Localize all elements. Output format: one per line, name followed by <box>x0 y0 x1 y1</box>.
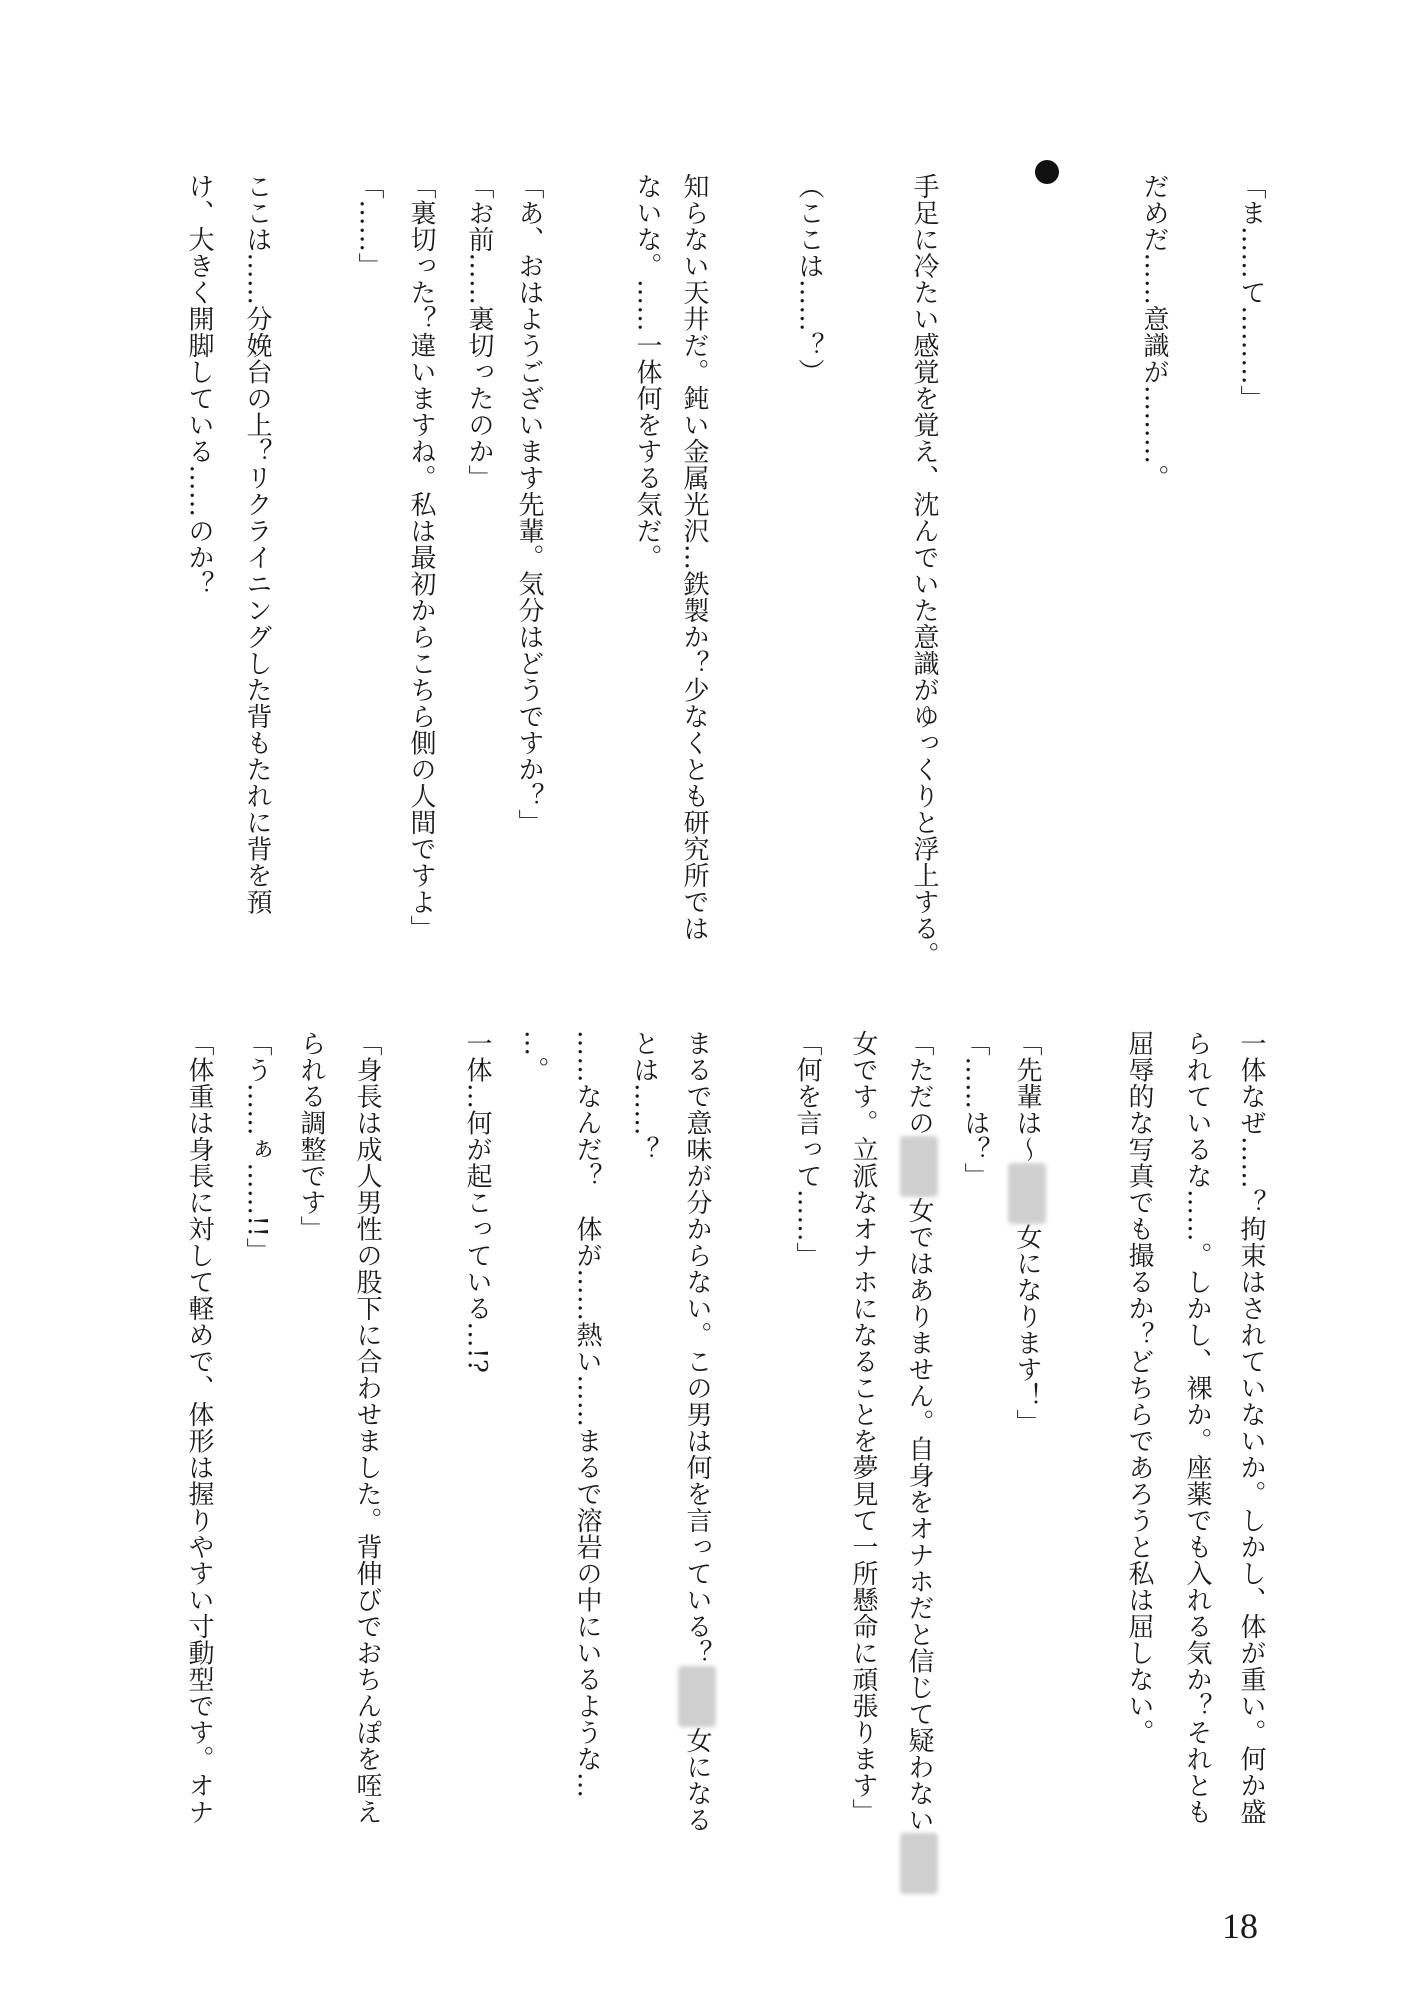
text-line: 一体…何が起こっている…!? <box>462 1030 492 1374</box>
text-line: け、大きく開脚している……のか？ <box>184 173 214 597</box>
censored-word <box>678 1666 716 1727</box>
text-line: られる調整です」 <box>296 1030 326 1242</box>
text-line: 「裏切った？違いますね。私は最初からこちら側の人間ですよ」 <box>406 173 436 942</box>
text-line: 「何を言って……」 <box>792 1030 822 1269</box>
text-line: 「……」 <box>354 173 384 279</box>
text-line: とは……？ <box>629 1030 659 1163</box>
dialogue-fragment: 女ではありません。自身をオナホだと信じて疑わない <box>904 1197 934 1833</box>
page-number: 18 <box>1222 1906 1258 1946</box>
text-line <box>678 1030 716 1880</box>
text-line: 「う……ぁ……!!」 <box>242 1030 272 1264</box>
text-line: 「体重は身長に対して軽めで、体形は握りやすい寸動型です。オナ <box>184 1030 214 1825</box>
text-line: 女です。立派なオナホになることを夢見て一所懸命に頑張ります」 <box>848 1030 878 1825</box>
dialogue-fragment: 「先輩は～ <box>1012 1030 1042 1163</box>
text-line: 「ま……て………」 <box>1236 173 1266 412</box>
narration-fragment: まるで意味が分からない。この男は何を言っている？ <box>682 1030 712 1666</box>
text-line: 一体なぜ……？拘束はされていないか。しかし、体が重い。何か盛 <box>1236 1030 1266 1825</box>
narration-fragment: 女になる <box>682 1727 712 1833</box>
text-line: 「身長は成人男性の股下に合わせました。背伸びでおちんぽを咥え <box>352 1030 382 1825</box>
text-line: ……なんだ？ 体が……熱い……まるで溶岩の中にいるような… <box>572 1030 602 1799</box>
text-line: 「お前……裏切ったのか」 <box>464 173 494 491</box>
text-line: 「……は？」 <box>960 1030 990 1189</box>
text-line: ないな。……一体何をする気だ。 <box>632 173 662 571</box>
censored-word <box>900 1833 938 1894</box>
text-line: だめだ……意識が………。 <box>1139 173 1169 491</box>
text-line <box>900 1030 938 1880</box>
scene-break-bullet <box>1035 160 1059 184</box>
censored-word <box>900 1136 938 1197</box>
dialogue-fragment: 「ただの <box>904 1030 934 1136</box>
text-line <box>1008 1030 1046 1880</box>
text-line: られているな……。しかし、裸か。座薬でも入れる気か？それとも <box>1182 1030 1212 1825</box>
text-line: …。 <box>519 1030 549 1083</box>
text-line: 知らない天井だ。鈍い金属光沢…鉄製か？少なくとも研究所では <box>679 173 709 942</box>
text-line: 屈辱的な写真でも撮るか？どちらであろうと私は屈しない。 <box>1124 1030 1154 1746</box>
text-line: ここは……分娩台の上？リクライニングした背もたれに背を預 <box>242 173 272 915</box>
text-line: （ここは……？） <box>794 173 824 385</box>
dialogue-fragment: 女になります！」 <box>1012 1223 1042 1436</box>
text-line: 「あ、おはようございます先輩。気分はどうですか？」 <box>514 173 544 836</box>
text-line: 手足に冷たい感覚を覚え、沈んでいた意識がゆっくりと浮上する。 <box>909 173 939 968</box>
censored-word <box>1008 1163 1046 1224</box>
